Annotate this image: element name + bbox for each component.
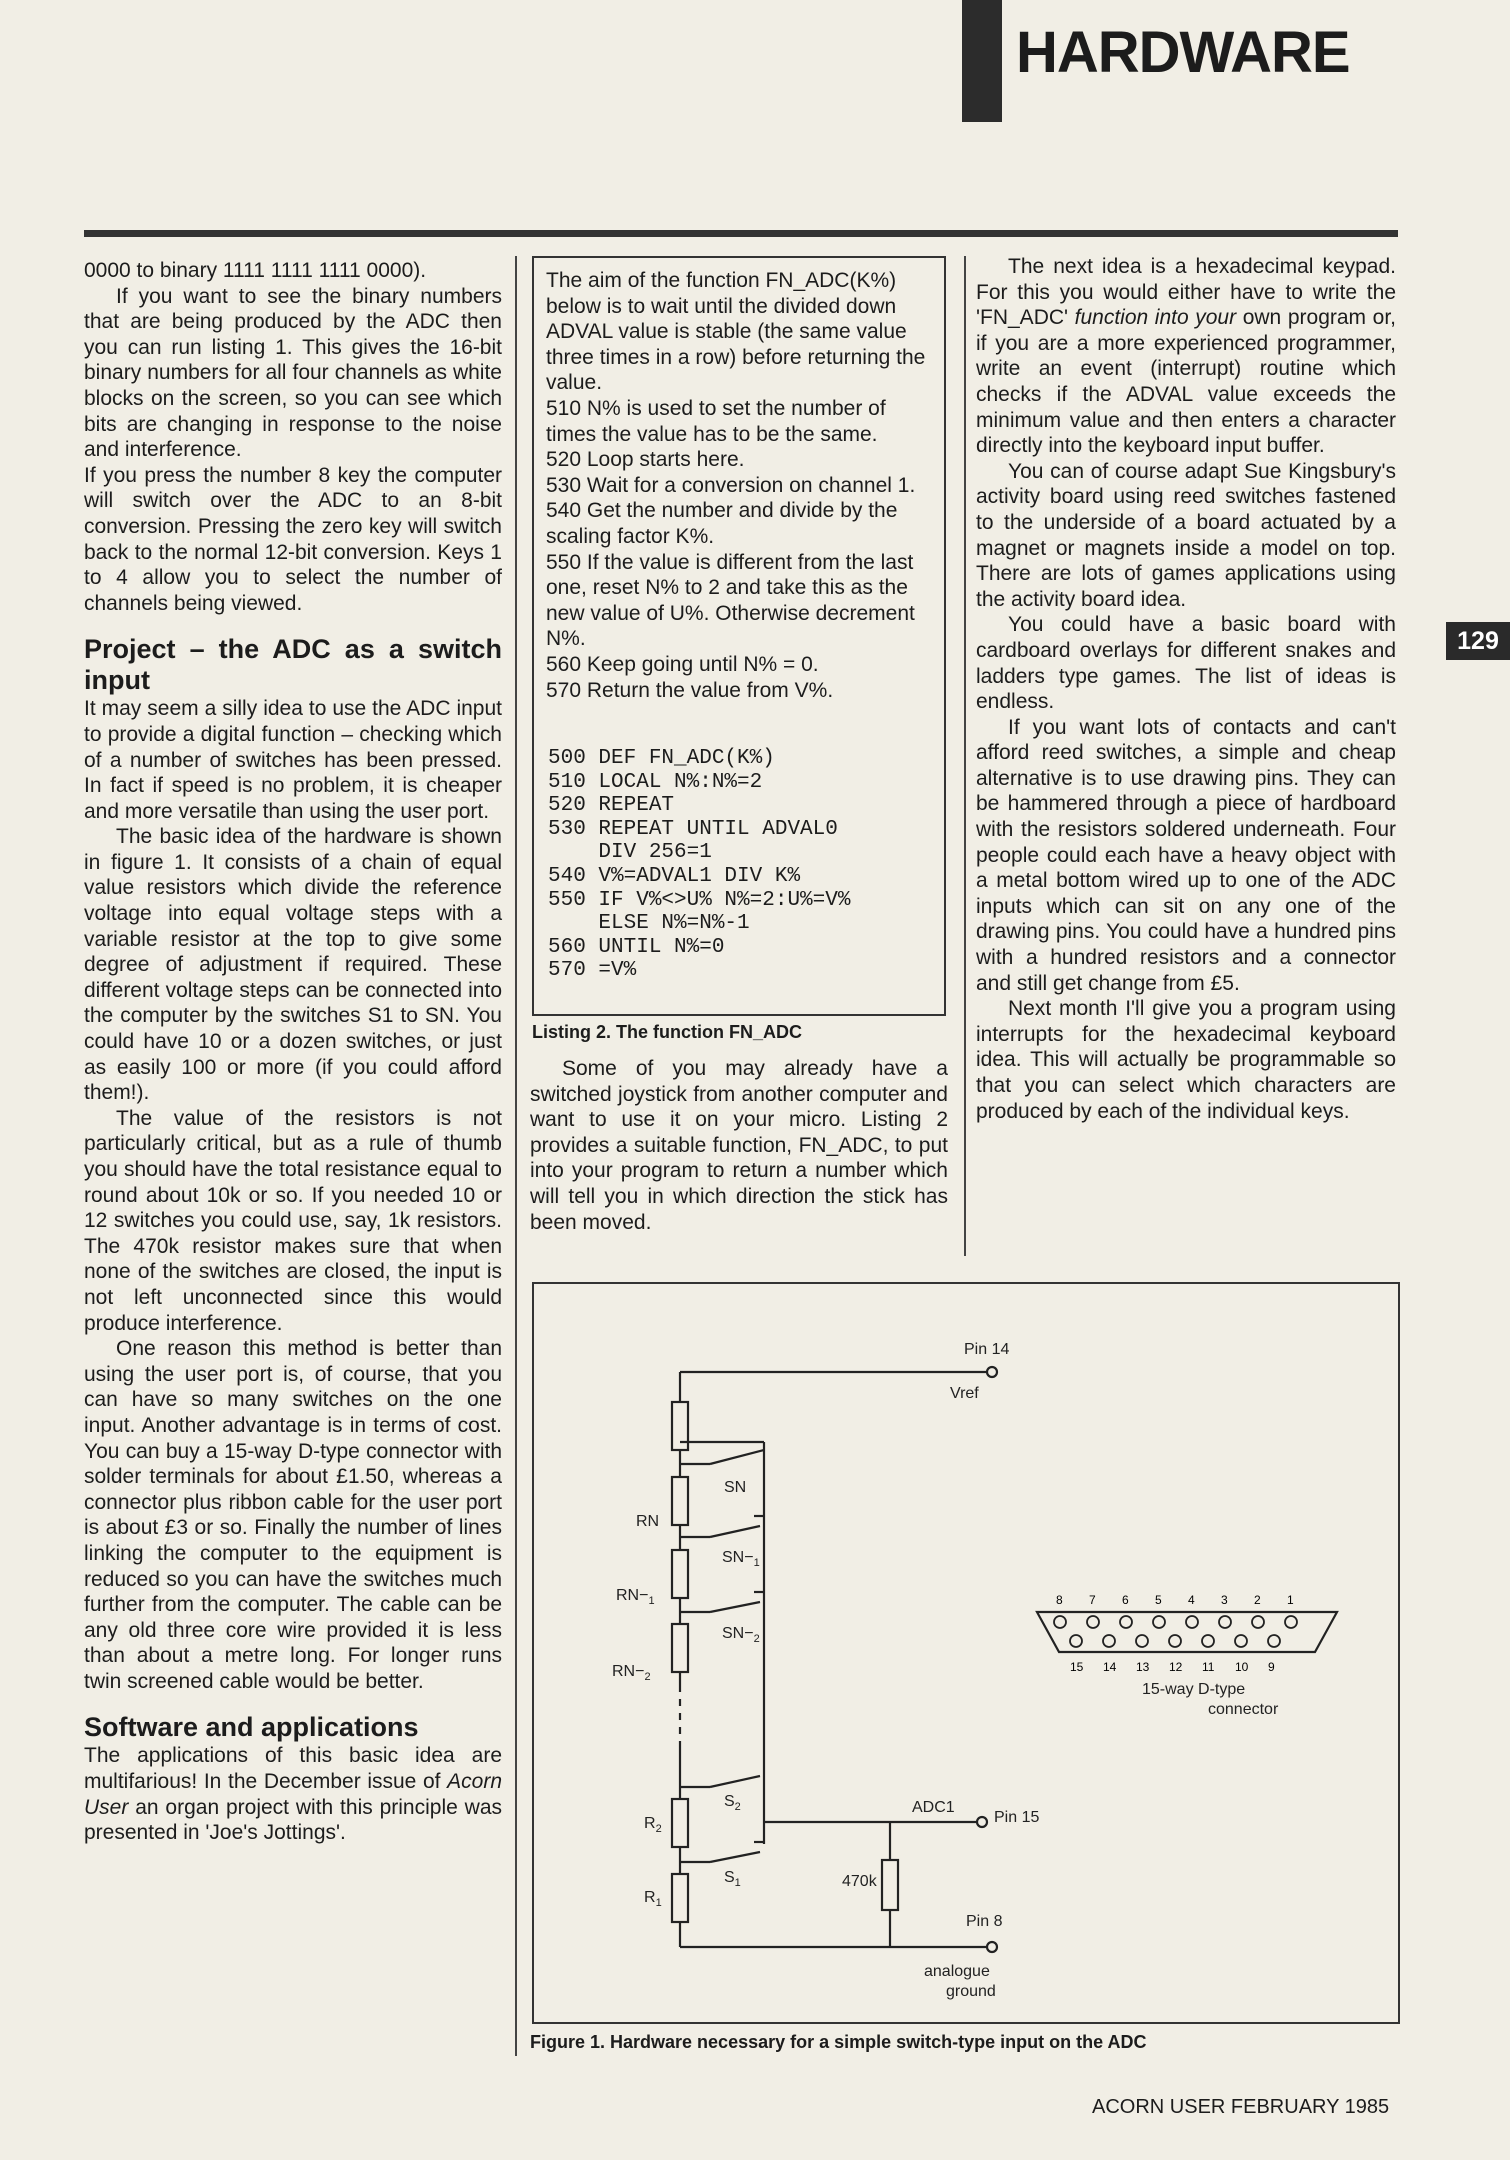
pin-number: 8 <box>1056 1593 1063 1607</box>
label-adc1: ADC1 <box>912 1799 955 1816</box>
pin-number: 4 <box>1188 1593 1195 1607</box>
column-divider <box>964 256 966 1256</box>
footer: ACORN USER FEBRUARY 1985 <box>1092 2096 1390 2118</box>
note: 510 N% is used to set the number of times the value has to be the same. <box>546 396 886 446</box>
note: 540 Get the number and divide by the scaling factor K%. <box>546 499 898 548</box>
label-r1: $R_1$ <box>644 1889 662 1909</box>
paragraph: If you want lots of contacts and can't afford reed switches, a simple and cheap alternative is to use drawing pins. They can be hammered through a piece of hardboard with the resistors soldered underneath. Four people could each have a heavy object with a metal bottom wired up to one of the ADC inputs which can sit on any one of the drawing pins. You could have a hundred pins with a hundred resistors and a connector and still get change from £5. <box>976 715 1396 995</box>
note: 520 Loop starts here. <box>546 448 745 472</box>
paragraph: The next idea is a hexadecimal keypad. For this you would either have to write the 'FN_ADC' function into your own program or, if you are a more experienced programmer, write an event (interrupt) routine which checks if the ADVAL value exceeds the minimum value and then enters a character directly into the keyboard input buffer. <box>976 255 1396 458</box>
paragraph: The applications of this basic idea are multifarious! In the December issue of Acorn User an organ project with this principle was presented in 'Joe's Jottings'. <box>84 1744 502 1845</box>
pin-number: 3 <box>1221 1593 1228 1607</box>
paragraph: It may seem a silly idea to use the ADC input to provide a digital function – checking which of a number of switches has been pressed. In fact if speed is no problem, it is cheaper and more versatile than using the user port. <box>84 697 502 823</box>
pin-number: 7 <box>1089 1593 1096 1607</box>
listing-notes <box>546 268 932 703</box>
pin-number: 2 <box>1254 1593 1261 1607</box>
label-pin8: Pin 8 <box>966 1913 1003 1930</box>
paragraph: One reason this method is better than using the user port is, of course, that you can have so many switches on the one input. Another advantage is in terms of cost. You can buy a 15-way D-type connector with solder terminals for about £1.50, whereas a connector plus ribbon cable for the user port is about £3 or so. Finally the number of lines linking the computer to the equipment is reduced so you can have the switches much further from the computer. The cable can be any old three core wire provided it is less than about a metre long. For longer runs twin screened cable would be better. <box>84 1337 502 1693</box>
label-sn2: $SN-_2$ <box>722 1625 760 1645</box>
listing-caption: Listing 2. The function FN_ADC <box>532 1022 802 1042</box>
label-connector-2: connector <box>1208 1701 1279 1718</box>
label-sn: SN <box>724 1479 747 1496</box>
column-1 <box>84 258 502 1846</box>
subheading: Software and applications <box>84 1712 419 1743</box>
pin-number: 10 <box>1235 1660 1249 1674</box>
page-number-tab: 129 <box>1446 622 1510 660</box>
circuit-diagram <box>532 1282 1400 2024</box>
paragraph: You can of course adapt Sue Kingsbury's activity board using reed switches fastened to the underside of a board actuated by a magnet or magnets inside a model on top. There are lots of games applications using the activity board idea. <box>976 459 1396 611</box>
paragraph: The basic idea of the hardware is shown in figure 1. It consists of a chain of equal value resistors which divide the reference voltage into equal voltage steps with a variable resistor at the top to give some degree of adjustment if required. These different voltage steps can be connected into the computer by the switches S1 to SN. You could have 10 or a dozen switches, or just as easily 100 or more (if you could afford them!). <box>84 825 502 1105</box>
note: The aim of the function FN_ADC(K%) below is to wait until the divided down ADVAL value is stable (the same value three times in a row) before returning the value. <box>546 269 926 395</box>
section-title: HARDWARE <box>1016 20 1350 85</box>
label-s2: $S_2$ <box>724 1793 741 1813</box>
column-divider <box>515 256 517 2056</box>
label-pin14: Pin 14 <box>964 1341 1010 1358</box>
label-r2: $R_2$ <box>644 1815 662 1835</box>
label-analogue: analogue <box>924 1963 990 1980</box>
paragraph: If you press the number 8 key the computer will switch over the ADC to an 8-bit conversion. Pressing the zero key will switch back to the normal 12-bit conversion. Keys 1 to 4 allow you to select the number of channels being viewed. <box>84 463 502 615</box>
label-rn: RN <box>636 1513 660 1530</box>
pin-number: 13 <box>1136 1660 1150 1674</box>
paragraph: Next month I'll give you a program using interrupts for the hexadecimal keyboard idea. This will actually be programmable so that you can select which characters are produced by each of the individual keys. <box>976 997 1396 1123</box>
column-2-text <box>530 1056 948 1235</box>
header-rule <box>84 230 1398 237</box>
note: 570 Return the value from V%. <box>546 678 834 702</box>
label-rn1: $RN-_1$ <box>616 1587 655 1607</box>
pin-number: 6 <box>1122 1593 1129 1607</box>
note: 530 Wait for a conversion on channel 1. <box>546 473 916 497</box>
paragraph: Some of you may already have a switched joystick from another computer and want to use it on your micro. Listing 2 provides a suitable function, FN_ADC, to put into your program to return a number which will tell you in which direction the stick has been moved. <box>530 1057 948 1234</box>
pin-number: 9 <box>1268 1660 1275 1674</box>
pin-number: 14 <box>1103 1660 1117 1674</box>
label-ground: ground <box>946 1983 996 2000</box>
label-pin15: Pin 15 <box>994 1809 1040 1826</box>
subheading: Project – the ADC as a switch input <box>84 634 502 696</box>
paragraph: You could have a basic board with cardboard overlays for different snakes and ladders type games. The list of ideas is endless. <box>976 613 1396 714</box>
label-vref: Vref <box>950 1385 979 1402</box>
column-3 <box>976 254 1396 1124</box>
note: 560 Keep going until N% = 0. <box>546 652 819 676</box>
note: 550 If the value is different from the last one, reset N% to 2 and take this as the new value of U%. Otherwise decrement N%. <box>546 550 915 651</box>
label-s1: $S_1$ <box>724 1869 741 1889</box>
figure-caption: Figure 1. Hardware necessary for a simple switch-type input on the ADC <box>530 2032 1147 2052</box>
paragraph: The value of the resistors is not particularly critical, but as a rule of thumb you should have the total resistance equal to round about 10k or so. If you needed 10 or 12 switches you could use, say, 1k resistors. The 470k resistor makes sure that when none of the switches are closed, the input is not left unconnected since this would produce interference. <box>84 1106 502 1335</box>
label-rn2: $RN-_2$ <box>612 1663 651 1683</box>
pin-number: 1 <box>1287 1593 1294 1607</box>
label-sn1: $SN-_1$ <box>722 1549 760 1569</box>
pin-number: 11 <box>1202 1660 1215 1674</box>
label-470k: 470k <box>842 1873 877 1890</box>
pin-number: 15 <box>1070 1660 1084 1674</box>
pin-number: 5 <box>1155 1593 1162 1607</box>
paragraph: 0000 to binary 1111 1111 1111 0000). <box>84 259 427 282</box>
label-connector-1: 15-way D-type <box>1142 1681 1246 1698</box>
header-bar <box>962 0 1002 122</box>
paragraph: If you want to see the binary numbers that are being produced by the ADC then you can run listing 1. This gives the 16-bit binary numbers for all four channels as white blocks on the screen, so you can see which bits are changing in response to the noise and interference. <box>84 284 502 462</box>
figure-frame <box>532 1282 1400 2024</box>
pin-number: 12 <box>1169 1660 1183 1674</box>
code-listing: 500 DEF FN_ADC(K%) 510 LOCAL N%:N%=2 520 REPEAT 530 REPEAT UNTIL ADVAL0 DIV 256=1 540 V%=ADVAL1 DIV K% 550 IF V%<>U% N%=2:U%=V% ELSE N%=N%-1 560 UNTIL N%=0 570 =V% <box>548 747 851 983</box>
